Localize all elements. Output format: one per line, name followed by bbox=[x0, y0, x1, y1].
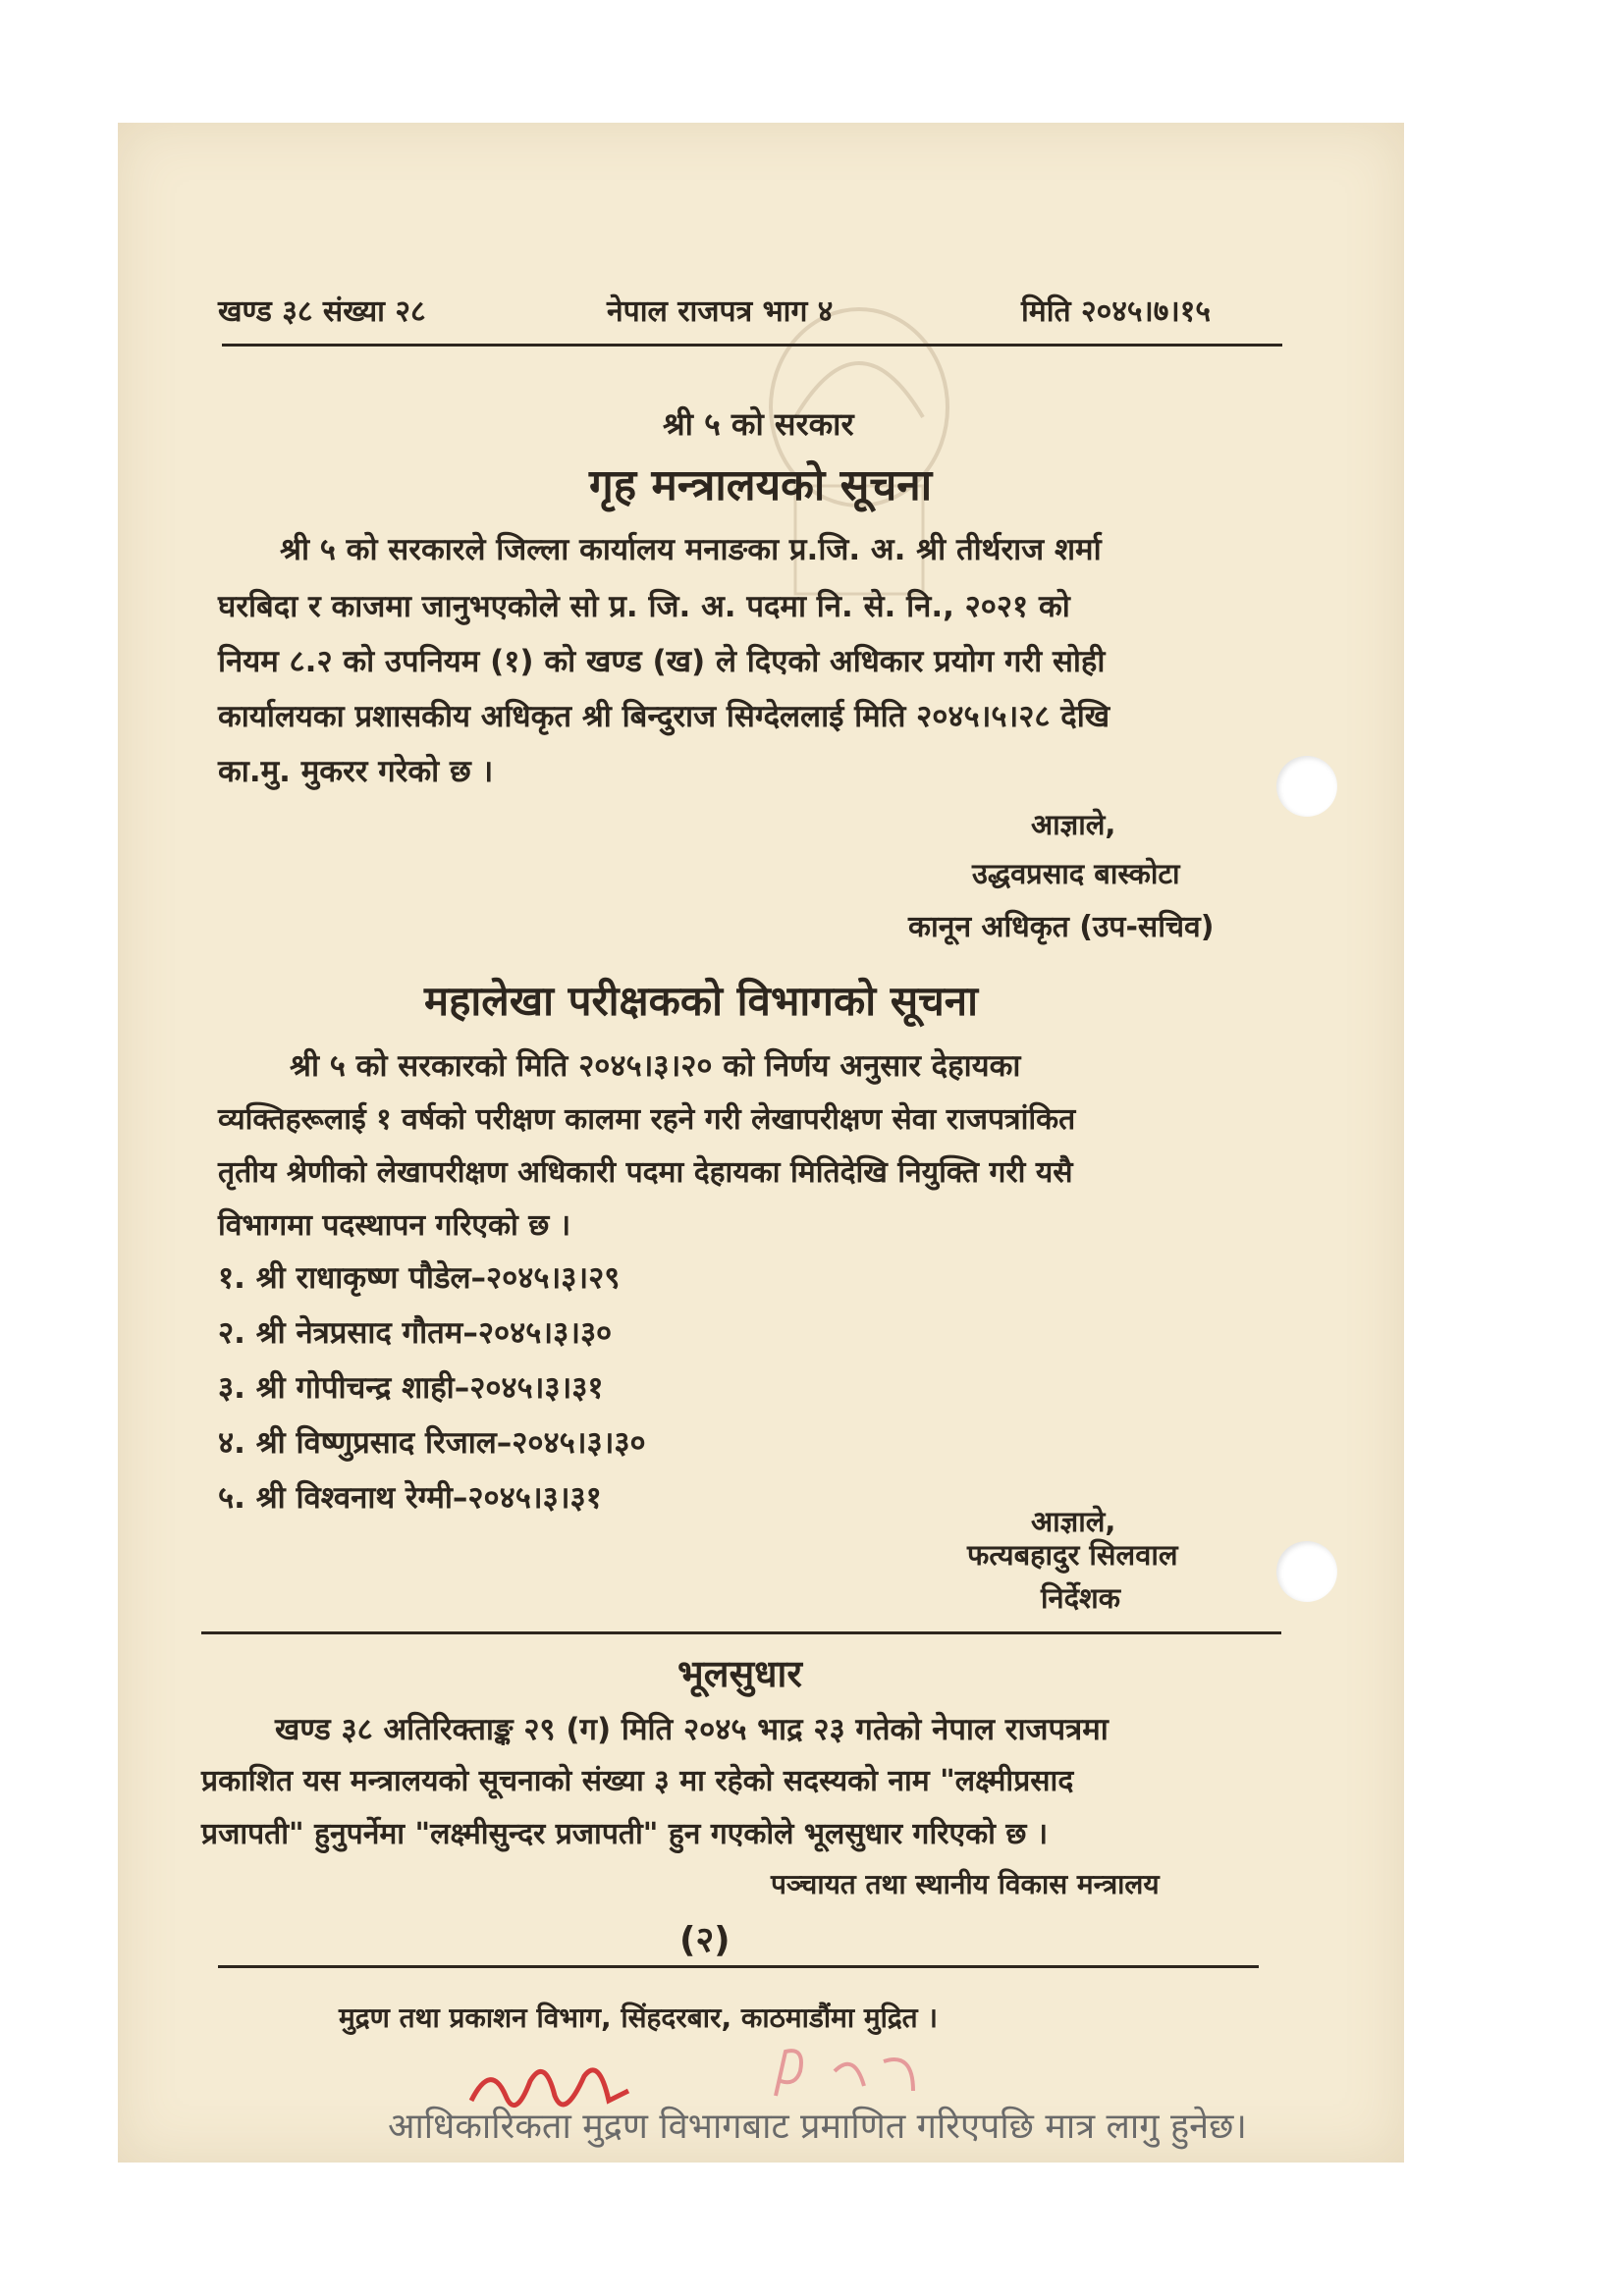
notice1-designation: कानून अधिकृत (उप-सचिव) bbox=[908, 910, 1215, 944]
notice1-line-2: घरबिदा र काजमा जानुभएकोले सो प्र. जि. अ. पदमा नि. से. नि., २०२१ को bbox=[218, 589, 1070, 624]
printer-line: मुद्रण तथा प्रकाशन विभाग, सिंहदरबार, काठमाडौंमा मुद्रित । bbox=[339, 2002, 939, 2034]
notice2-line-4: विभागमा पदस्थापन गरिएको छ । bbox=[218, 1208, 571, 1243]
page-number: (२) bbox=[679, 1920, 731, 1960]
notice2-line-2: व्यक्तिहरूलाई १ वर्षको परीक्षण कालमा रहने गरी लेखापरीक्षण सेवा राजपत्रांकित bbox=[218, 1102, 1076, 1137]
notice1-line-3: नियम ८.२ को उपनियम (१) को खण्ड (ख) ले दिएको अधिकार प्रयोग गरी सोही bbox=[218, 644, 1106, 679]
appointee-5: ५. श्री विश्वनाथ रेग्मी–२०४५।३।३१ bbox=[218, 1480, 602, 1516]
footer-rule bbox=[218, 1965, 1259, 1968]
notice2-rule bbox=[201, 1631, 1281, 1634]
notice1-line-1: श्री ५ को सरकारले जिल्ला कार्यालय मनाङका प्र.जि. अ. श्री तीर्थराज शर्मा bbox=[280, 532, 1102, 567]
header-date: मिति २०४५।७।१५ bbox=[1021, 294, 1211, 329]
header-rule bbox=[222, 344, 1282, 347]
correction-line-2: प्रकाशित यस मन्त्रालयको सूचनाको संख्या ३ मा रहेको सदस्यको नाम "लक्ष्मीप्रसाद bbox=[201, 1764, 1074, 1798]
correction-line-1: खण्ड ३८ अतिरिक्ताङ्क २९ (ग) मिति २०४५ भाद्र २३ गतेको नेपाल राजपत्रमा bbox=[275, 1712, 1109, 1747]
notice2-signatory: फत्यबहादुर सिलवाल bbox=[967, 1538, 1178, 1572]
notice2-designation: निर्देशक bbox=[1041, 1581, 1120, 1615]
govt-heading: श्री ५ को सरकार bbox=[663, 405, 854, 443]
notice2-line-1: श्री ५ को सरकारको मिति २०४५।३।२० को निर्णय अनुसार देहायका bbox=[290, 1048, 1021, 1084]
header-gazette: नेपाल राजपत्र भाग ४ bbox=[607, 294, 834, 329]
notice2-title: महालेखा परीक्षकको विभागको सूचना bbox=[424, 977, 978, 1025]
appointee-3: ३. श्री गोपीचन्द्र शाही–२०४५।३।३१ bbox=[218, 1370, 604, 1406]
notice1-line-5: का.मु. मुकरर गरेको छ । bbox=[218, 754, 494, 789]
notice2-line-3: तृतीय श्रेणीको लेखापरीक्षण अधिकारी पदमा देहायका मितिदेखि नियुक्ति गरी यसै bbox=[218, 1155, 1073, 1190]
punch-hole-top bbox=[1276, 756, 1337, 817]
notice1-title: गृह मन्त्रालयको सूचना bbox=[589, 460, 933, 510]
header-volume: खण्ड ३८ संख्या २८ bbox=[218, 294, 426, 329]
notice1-order: आज्ञाले, bbox=[1031, 808, 1116, 841]
correction-line-3: प्रजापती" हुनुपर्नेमा "लक्ष्मीसुन्दर प्रजापती" हुन गएकोले भूलसुधार गरिएको छ । bbox=[201, 1817, 1049, 1851]
authenticity-note: आधिकारिकता मुद्रण विभागबाट प्रमाणित गरिएपछि मात्र लागु हुनेछ। bbox=[388, 2107, 1247, 2147]
correction-title: भूलसुधार bbox=[677, 1652, 802, 1695]
notice1-signatory: उद्धवप्रसाद बास्कोटा bbox=[972, 857, 1180, 890]
appointee-2: २. श्री नेत्रप्रसाद गौतम–२०४५।३।३० bbox=[218, 1315, 613, 1351]
notice1-line-4: कार्यालयका प्रशासकीय अधिकृत श्री बिन्दुराज सिग्देललाई मिति २०४५।५।२८ देखि bbox=[218, 699, 1110, 734]
notice2-order: आज्ञाले, bbox=[1031, 1505, 1116, 1538]
correction-ministry: पञ्चायत तथा स्थानीय विकास मन्त्रालय bbox=[771, 1868, 1160, 1900]
punch-hole-bottom bbox=[1276, 1541, 1337, 1602]
appointee-4: ४. श्री विष्णुप्रसाद रिजाल–२०४५।३।३० bbox=[218, 1425, 646, 1461]
appointee-1: १. श्री राधाकृष्ण पौडेल–२०४५।३।२९ bbox=[218, 1260, 621, 1296]
